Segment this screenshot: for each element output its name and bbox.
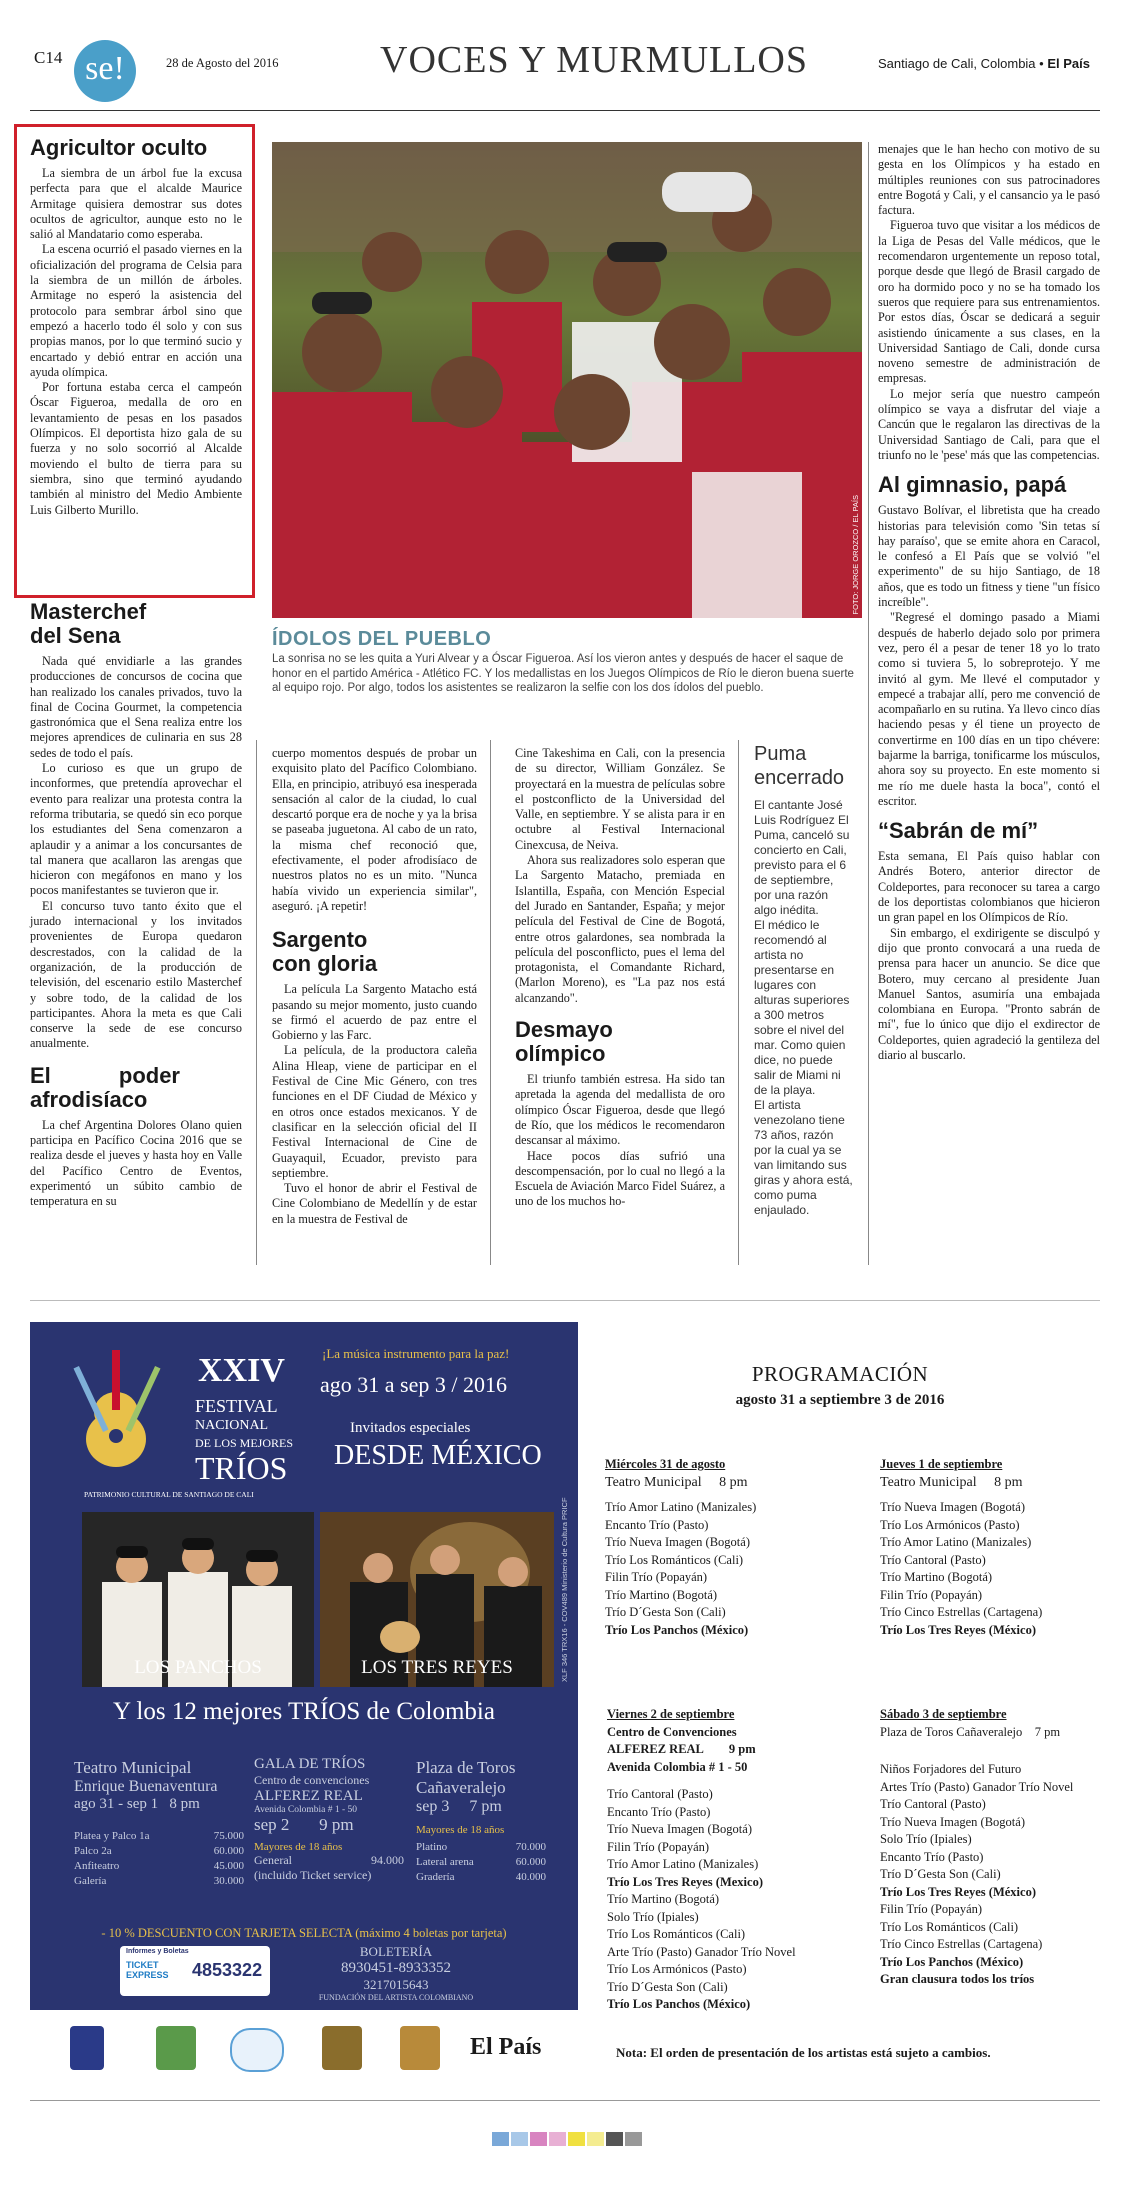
desmayo-p1: El triunfo también estresa. Ha sido tan apretada la agenda del medallista de oro olímpico Óscar Figueroa, desde que llegó de Río, que los médicos le recomendaron descansar al máximo. (515, 1072, 725, 1148)
program-item: Trío Amor Latino (Manizales) (605, 1500, 757, 1514)
day-1-title: Miércoles 31 de agosto (605, 1457, 726, 1471)
puma-title: Puma encerrado (754, 743, 845, 789)
sargento-title: Sargento con gloria (272, 927, 378, 977)
section-title: VOCES Y MURMULLOS (380, 39, 809, 81)
los-panchos-photo (82, 1512, 314, 1687)
bottom-rule (30, 2100, 1100, 2101)
day-2-venue: Teatro Municipal 8 pm (880, 1474, 1023, 1490)
prog-day-2 (880, 1456, 1100, 1639)
ticket-express-badge (120, 1946, 270, 1996)
sponsor-logo-1 (70, 2026, 104, 2070)
reg-swatch-2 (511, 2132, 528, 2146)
col2-p1: cuerpo momentos después de probar un exquisito plato del Pacífico Colombiano. Ella, en principio, atribuyó esa inesperada sensación al calor de la ciudad, lo cual descartó porque era de noche y ya la brisa se paseaba juguetona. Al cabo de un rato, la misma chef reconoció que, efectivamente, el poder afrodisíaco de nuestros platos no es un mito. "Nunca había vivido un experiencia similar", aseguró. ¡A repetir! (272, 746, 477, 913)
agricultor-title: Agricultor oculto (30, 135, 208, 160)
prog-day-3 (607, 1706, 867, 2014)
program-item: Filin Trío (Popayán) (880, 1902, 983, 1916)
reg-swatch-1 (492, 2132, 509, 2146)
section-logo: se! (74, 40, 136, 102)
program-item: Trío Nueva Imagen (Bogotá) (880, 1500, 1025, 1514)
day-4-list (880, 1761, 1110, 1989)
program-item: Arte Trío (Pasto) Ganador Trío Novel (607, 1944, 796, 1959)
venue-1-sub: Enrique Buenaventura (74, 1778, 218, 1795)
program-item: Filin Trío (Popayán) (605, 1570, 708, 1584)
sponsor-logos (60, 2020, 580, 2080)
program-item: Trío Nueva Imagen (Bogotá) (607, 1822, 752, 1836)
page-header (30, 38, 1110, 108)
venue-3-date: sep 3 7 pm (416, 1798, 502, 1815)
program-item: Trío Amor Latino (Manizales) (880, 1535, 1032, 1549)
program-item: Encanto Trío (Pasto) (880, 1849, 984, 1864)
day-3-list (607, 1786, 867, 2014)
col-rule-3 (738, 740, 739, 1265)
program-item: Trío Cantoral (Pasto) (607, 1787, 713, 1801)
boleteria-phones-1: 8930451-8933352 (341, 1960, 451, 1976)
sponsor-el-pais: El País (470, 2034, 542, 2060)
venue-2-sub: Centro de convenciones (254, 1773, 370, 1787)
puma-p1: El cantante José Luis Rodríguez El Puma, canceló su concierto en Cali, previsto para el 6 de septiembre, por una razón algo inédita. (754, 798, 850, 917)
group-1-label: LOS PANCHOS (134, 1657, 262, 1678)
sargento-p2: La película, de la productora caleña Alina Hleap, viene de participar en el Festival de Cine Mic Género, con tres funciones en el DF Ciudad de México y en otros once estados mexicanos. Y de clasificar en la selección oficial del II Festival Internacional de Cine de Guayaquil, Ecuador, previsto para septiembre. (272, 1043, 477, 1180)
sargento-p3: Tuvo el honor de abrir el Festival de Cine Colombiano de Medellín y de estar en la muestra de Festival de (272, 1181, 477, 1226)
program-item: Trío Nueva Imagen (Bogotá) (880, 1814, 1025, 1829)
sponsor-logo-5 (400, 2026, 440, 2070)
agricultor-article (30, 132, 242, 518)
sponsor-logo-2 (156, 2026, 196, 2070)
program-item: Encanto Trío (Pasto) (605, 1517, 709, 1532)
location-line: Santiago de Cali, Colombia • El País (878, 56, 1090, 71)
program-item: Trío D´Gesta Son (Cali) (880, 1867, 1001, 1881)
agricultor-p1: La siembra de un árbol fue la excusa perfecta para que el alcalde Maurice Armitage quisiera demostrar sus dotes ocultos de agricultor, aunque esto no le salió al Mandatario como esperaba. (30, 166, 242, 242)
sabran-title: “Sabrán de mí” (878, 818, 1039, 844)
guitar-icon (68, 1344, 168, 1474)
program-item: Trío Los Panchos (México) (605, 1622, 749, 1637)
program-item: Trío Los Tres Reyes (Mexico) (607, 1874, 763, 1889)
day-4-venue: Plaza de Toros Cañaveralejo 7 pm (880, 1724, 1061, 1739)
program-item: Trío Los Románticos (Cali) (605, 1552, 744, 1567)
crowd-photo-image (272, 142, 862, 618)
gimnasio-title: Al gimnasio, papá (878, 472, 1067, 498)
masterchef-p2: Lo curioso es que un grupo de inconformes, que pretendía aprovechar el evento para realizar una protesta contra la reforma tributaria, se quedó sin eco porque los estudiantes del Sena comenzaron a aplaudir y a animar a los concursantes de tal manera que acallaron las arengas que hicieron con megáfonos en mano y los pocos manifestantes se tuvieron que ir. (30, 761, 242, 898)
program-item: Gran clausura todos los tríos (880, 1972, 1035, 1986)
day-3-venue-3: Avenida Colombia # 1 - 50 (607, 1759, 748, 1774)
column-1 (30, 594, 242, 1210)
program-item: Trío Cantoral (Pasto) (880, 1797, 986, 1811)
program-item: Trío Cinco Estrellas (Cartagena) (880, 1605, 1043, 1619)
sabran-p1: Esta semana, El País quiso hablar con Andrés Botero, anterior director de Coldeportes, para reconocer su tarea a cargo de los deportistas colombianos que hicieron un gran papel en los Olímpicos de Río. (878, 849, 1100, 925)
program-item: Trío Martino (Bogotá) (880, 1570, 993, 1584)
program-item: Niños Forjadores del Futuro (880, 1762, 1022, 1776)
sponsor-logo-3 (230, 2028, 284, 2072)
page-code: C14 (34, 48, 63, 67)
ticket-brand: TICKET EXPRESS (126, 1960, 169, 1980)
poder-title: El poder afrodisíaco (30, 1062, 180, 1112)
day-3-venue-1: Centro de Convenciones (607, 1724, 737, 1739)
photo-credit: FOTO: JORGE OROZCO / EL PAÍS (851, 494, 860, 614)
sargento-p1: La película La Sargento Matacho está pasando su mejor momento, justo cuando se firmó el acuerdo de paz entre el Gobierno y las Farc. (272, 982, 477, 1043)
programacion-subtitle: agosto 31 a septiembre 3 de 2016 (735, 1392, 945, 1408)
ad-slogan: ¡La música instrumento para la paz! (322, 1346, 510, 1361)
puma-p3: El artista venezolano tiene 73 años, razón por la cual ya se van limitando sus giras y ahora está, como puma enjaulado. (754, 1098, 853, 1217)
venue-3-sub: Cañaveralejo (416, 1778, 506, 1797)
program-item: Trío D´Gesta Son (Cali) (605, 1605, 726, 1619)
program-item: Trío Los Románticos (Cali) (607, 1927, 746, 1941)
ad-top-rule (30, 1300, 1100, 1301)
day-3-title: Viernes 2 de septiembre (607, 1707, 735, 1721)
venue-1-name: Teatro Municipal (74, 1758, 192, 1777)
ad-mejores: DE LOS MEJORES (195, 1436, 294, 1450)
venue-2-age: Mayores de 18 años (254, 1841, 343, 1853)
col-rule-2 (490, 740, 491, 1265)
festival-ad (30, 1322, 578, 2010)
venue-1-prices: Platea y Palco 1a 75.000 Palco 2a 60.000 Anfiteatro 45.000 Galería 30.000 (74, 1830, 244, 1887)
group-2-label: LOS TRES REYES (361, 1657, 513, 1678)
ad-tagline: Y los 12 mejores TRÍOS de Colombia (113, 1698, 495, 1725)
boleteria-label: BOLETERÍA (359, 1944, 433, 1959)
ad-side-text: XLF 346 TRX16 - COV489 Ministerio de Cultura PRICF (560, 1497, 569, 1682)
fundacion-label: FUNDACIÓN DEL ARTISTA COLOMBIANO (318, 1993, 474, 2002)
venue-3-age: Mayores de 18 años (416, 1824, 505, 1836)
program-item: Trío Los Panchos (México) (880, 1954, 1024, 1969)
reg-swatch-5 (568, 2132, 585, 2146)
ad-desde: DESDE MÉXICO (334, 1440, 542, 1471)
program-item: Trío Los Tres Reyes (México) (880, 1622, 1036, 1637)
venue-1 (74, 1758, 244, 1889)
puma-p2: El médico le recomendó al artista no presentarse en lugares con alturas superiores a 300 metros sobre el nivel del mar. Como quien dice, no puede salir de Miami ni de la playa. (754, 918, 850, 1097)
venue-3-name: Plaza de Toros (416, 1758, 516, 1777)
ticket-phone: 4853322 (192, 1960, 263, 1980)
ad-dates: ago 31 a sep 3 / 2016 (320, 1372, 507, 1397)
color-registration-bar (492, 2132, 642, 2146)
day-2-title: Jueves 1 de septiembre (880, 1457, 1003, 1471)
venue-2 (254, 1756, 404, 1883)
idolos-photo (272, 142, 862, 618)
los-tres-reyes-photo (320, 1512, 554, 1687)
reg-swatch-3 (530, 2132, 547, 2146)
day-1-venue: Teatro Municipal 8 pm (605, 1474, 748, 1490)
program-item: Trío Los Románticos (Cali) (880, 1919, 1019, 1934)
program-item: Trío Los Armónicos (Pasto) (607, 1962, 747, 1976)
program-item: Filin Trío (Popayán) (880, 1587, 983, 1602)
day-1-list (605, 1499, 850, 1639)
program-item: Trío Amor Latino (Manizales) (607, 1857, 759, 1871)
venue-2-date: sep 2 9 pm (254, 1815, 354, 1834)
masterchef-p1: Nada qué envidiarle a las grandes producciones de concursos de cocina que han realizado los canales privados, tuvo la final de Cocina Gourmet, la competencia gastronómica que el Sena realiza entre los mejores aprendices de culinaria en sus 28 sedes de todo el país. (30, 654, 242, 760)
reg-swatch-6 (587, 2132, 604, 2146)
col3-p1: Cine Takeshima en Cali, con la presencia de su director, William González. Se proyectará en la muestra de películas sobre el postconflicto de la Universidad del Valle, en septiembre. Y se alista para ir en octubre al Festival Internacional Cinexcusa, de Neiva. (515, 746, 725, 852)
program-item: Filin Trío (Popayán) (607, 1839, 710, 1854)
sabran-p2: Sin embargo, el exdirigente se disculpó y dijo que pronto convocará a una rueda de prensa para hacer un anuncio. Se dice que Botero, muy cercano al presidente Juan Manuel Santos, asumiría una embajada colombiana en Europa. "Pronto sabrán de mí", fue lo único que dijo el exdirector de Coldeportes, quien agradeció la gentileza del diario al buscarlo. (878, 925, 1100, 1063)
photo-caption-text: La sonrisa no se les quita a Yuri Alvear y a Óscar Figueroa. Así los vieron antes y después de hacer el saque de honor en el partido América - Atlético FC. Y los medallistas en los Juegos Olímpicos de Río le dieron buena suerte al equipo rojo. Por algo, todos los asistentes se realizaron la selfie con los dos ídolos del pueblo. (272, 653, 854, 694)
col5-p1: menajes que le han hecho con motivo de su gesta en los Olímpicos y ha estado en múltiples reuniones con sus patrocinadores entre Bogotá y Cali, y el cansancio ya le pasó factura. (878, 142, 1101, 218)
program-item: Trío Cinco Estrellas (Cartagena) (880, 1937, 1043, 1951)
ad-edition: XXIV (198, 1352, 285, 1389)
program-item: Trío Los Panchos (México) (607, 1997, 751, 2011)
program-item: Trío D´Gesta Son (Cali) (607, 1979, 728, 1994)
day-4-title: Sábado 3 de septiembre (880, 1707, 1007, 1721)
day-2-list (880, 1499, 1100, 1639)
venue-2-place: ALFEREZ REAL (254, 1788, 363, 1804)
program-item: Trío Cantoral (Pasto) (880, 1552, 986, 1567)
desmayo-title: Desmayo olímpico (515, 1017, 613, 1067)
gimnasio-p1: Gustavo Bolívar, el libretista que ha creado historias para televisión como 'Sin tetas sí hay paraíso', que se emite ahora en Caracol, le confesó a El País que se volvió "el experimento" de su hijo Santiago, de 18 años, que es todo un fitness y tiene "un físico increíble". (878, 503, 1100, 610)
prog-day-1 (605, 1456, 850, 1639)
col-rule-1 (256, 740, 257, 1265)
programacion-title: PROGRAMACIÓN (751, 1362, 929, 1386)
col3-p2: Ahora sus realizadores solo esperan que La Sargento Matacho, premiada en Islantilla, España, con Mención Especial del Jurado en Santander, España; y mejor película del Festival de Cine de Bogotá, entre otros galardones, sea nombrada la película del posconflicto, pues el lema del protagonista, el Comandante Richard, (Marlon Moreno), es "La paz nos está alcanzando". (515, 853, 725, 1005)
venue-2-addr: Avenida Colombia # 1 - 50 (254, 1805, 357, 1815)
ticket-info: Informes y Boletas (126, 1948, 189, 1955)
ad-nacional: NACIONAL (195, 1418, 269, 1433)
reg-swatch-7 (606, 2132, 623, 2146)
col5-p3: Lo mejor sería que nuestro campeón olímpico se vaya a disfrutar del viaje a Cancún que le regalaron las directivas de la Universidad Santiago de Cali, para que el triunfo no le 'pese' más que las competencias. (878, 386, 1100, 462)
venue-2-price-row: General 94.000 (254, 1853, 404, 1867)
ad-discount: - 10 % DESCUENTO CON TARJETA SELECTA (máximo 4 boletas por tarjeta) (101, 1926, 507, 1940)
column-5 (878, 142, 1100, 1063)
venue-3 (416, 1758, 546, 1885)
venue-2-note: (incluido Ticket service) (254, 1868, 372, 1882)
desmayo-p2: Hace pocos días sufrió una descompensación, por lo cual no llegó a la Escuela de Aviación Marco Fidel Suárez, a uno de los muchos ho- (515, 1148, 725, 1209)
programacion-note: Nota: El orden de presentación de los artistas está sujeto a cambios. (616, 2045, 991, 2060)
boleteria-phones-2: 3217015643 (363, 1977, 429, 1992)
ad-patrimonio: PATRIMONIO CULTURAL DE SANTIAGO DE CALI (84, 1490, 254, 1499)
puma-box (754, 742, 854, 1218)
venue-3-prices: Platino 70.000 Lateral arena 60.000 Gradería 40.000 (416, 1841, 546, 1883)
program-item: Trío Los Tres Reyes (México) (880, 1884, 1036, 1899)
agricultor-p2: La escena ocurrió el pasado viernes en la oficialización del programa de Celsia para la siembra de un millón de árboles. Armitage no esperó la asistencia del protocolo para sembrar árbol sino que empezó a hacerlo todo él solo y con sus propias manos, por lo que terminó sucio y encartado y debió entrar en acción una ayuda olímpica. (30, 242, 242, 379)
program-item: Solo Trío (Ipiales) (607, 1909, 699, 1924)
program-item: Artes Trío (Pasto) Ganador Trío Novel (880, 1779, 1074, 1794)
program-item: Trío Martino (Bogotá) (605, 1587, 718, 1602)
photo-caption-title: ÍDOLOS DEL PUEBLO (272, 628, 492, 650)
col5-p2: Figueroa tuvo que visitar a los médicos de la Liga de Pesas del Valle médicos, que le recomendaron urgentemente un reposo total, porque desde que llegó de Brasil cargado de oro ha dormido poco y no se ha tomado los sueros que requiere para sus entrenamientos. Por estos días, Óscar se dedicará a seguir asistiendo únicamente a sus clases, en la Universidad Santiago de Cali, donde cursa noveno semestre de administración de empresas. (878, 218, 1100, 386)
venue-1-date: ago 31 - sep 1 8 pm (74, 1796, 200, 1812)
reg-swatch-8 (625, 2132, 642, 2146)
boleteria-block (296, 1944, 496, 2002)
col-rule-4 (868, 142, 869, 1265)
ad-invitados: Invitados especiales (350, 1420, 471, 1436)
sponsor-logo-4 (322, 2026, 362, 2070)
agricultor-p3: Por fortuna estaba cerca el campeón Óscar Figueroa, medalla de oro en levantamiento de pesas en los pasados Olímpicos. El deportista hizo gala de su fuerza y no solo socorrió al Alcalde moviendo el bulto de tierra para su siembra, sino que terminó ayudando también al ministro del Medio Ambiente Luis Gilberto Murillo. (30, 380, 242, 517)
column-2 (272, 746, 477, 1227)
program-item: Solo Trío (Ipiales) (880, 1832, 972, 1846)
gimnasio-p2: "Regresé el domingo pasado a Miami después de haberlo dejado solo por primera vez, pero él a pesar de tener 18 yo lo trato como si tuviera 5, lo sobreprotejo. Y me invitó al gym. Me llevé el computador y empecé a trabajar allí, pero me convenció de acompañarlo en su rutina. Ya llevo cinco días haciendo pesas y él tiene un proyecto de convertirme en 100 días en un tipo chévere: bajarme la barriga, tonificarme los músculos, ahora soy su proyecto. En este momento si me río me duele hasta la boca", contó el escritor. (878, 610, 1100, 808)
program-item: Encanto Trío (Pasto) (607, 1804, 711, 1819)
prog-day-4 (880, 1706, 1110, 1989)
masterchef-p3: El concurso tuvo tanto éxito que el jurado internacional y los invitados provenientes de Europa quedaron descrestados, con la calidad de la organización, de la producción de televisión, del escenario estilo Masterchef y sobre todo, de la calidad de los participantes. Ahora la meta es que Cali conserve la sede de ese concurso anualmente. (30, 898, 242, 1051)
day-3-venue-2: ALFEREZ REAL 9 pm (607, 1742, 756, 1756)
ad-festival: FESTIVAL (195, 1396, 278, 1416)
ad-trios: TRÍOS (195, 1450, 288, 1486)
column-3 (515, 746, 725, 1210)
header-rule (30, 110, 1100, 111)
poder-p1: La chef Argentina Dolores Olano quien participa en Pacífico Cocina 2016 que se realiza desde el jueves y hasta hoy en Valle del Pacífico Centro de Eventos, experimentó un súbito cambio de temperatura en su (30, 1117, 242, 1209)
program-item: Trío Nueva Imagen (Bogotá) (605, 1535, 750, 1549)
program-item: Trío Martino (Bogotá) (607, 1892, 720, 1906)
venue-2-name: GALA DE TRÍOS (254, 1756, 366, 1772)
issue-date: 28 de Agosto del 2016 (166, 56, 279, 70)
masterchef-title: Masterchef del Sena (30, 599, 147, 648)
reg-swatch-4 (549, 2132, 566, 2146)
program-item: Trío Los Armónicos (Pasto) (880, 1517, 1020, 1532)
